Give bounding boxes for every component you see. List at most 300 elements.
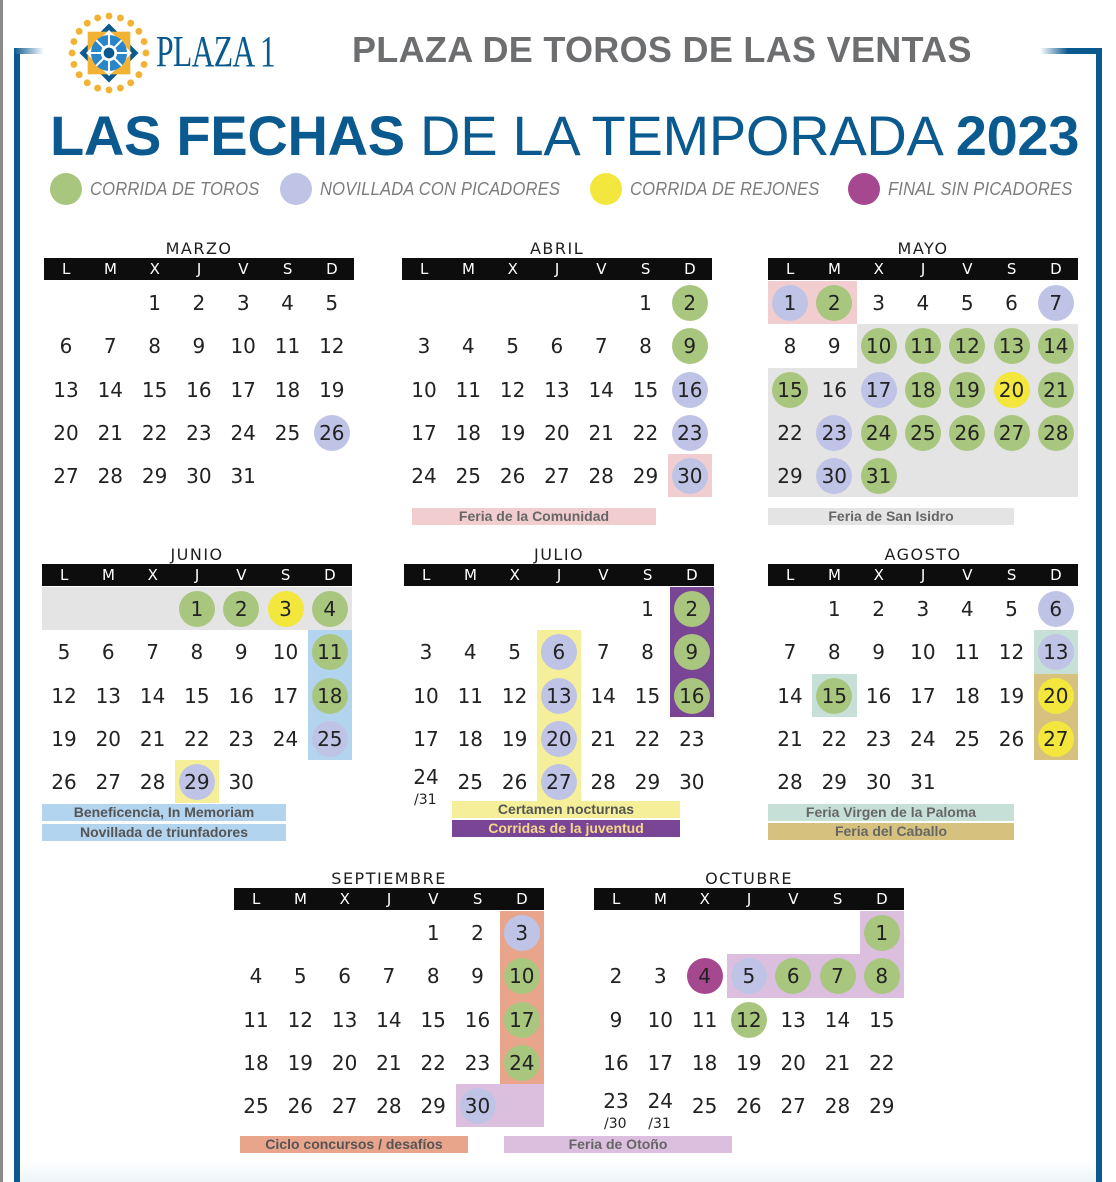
day-cell[interactable]: [402, 368, 446, 412]
day-cell[interactable]: [901, 587, 945, 631]
day-cell[interactable]: [990, 324, 1034, 368]
day-cell[interactable]: [175, 760, 219, 804]
day-cell[interactable]: [535, 454, 579, 498]
legend-label: CORRIDA DE REJONES: [630, 178, 820, 199]
day-cell[interactable]: [219, 717, 263, 761]
day-cell[interactable]: [990, 674, 1034, 718]
day-cell[interactable]: [88, 454, 132, 498]
day-cell[interactable]: [131, 760, 175, 804]
day-cell[interactable]: [945, 674, 989, 718]
day-cell[interactable]: [323, 1041, 367, 1085]
day-cell[interactable]: [88, 368, 132, 412]
day-cell[interactable]: [86, 630, 130, 674]
day-cell[interactable]: [727, 954, 771, 998]
day-cell[interactable]: [44, 454, 88, 498]
day-number: 23: [821, 420, 848, 445]
day-cell[interactable]: [594, 1041, 638, 1085]
weekday-header: [42, 564, 352, 586]
day-cell[interactable]: [579, 454, 623, 498]
day-cell[interactable]: [86, 674, 130, 718]
day-cell[interactable]: [446, 324, 490, 368]
day-cell[interactable]: [491, 411, 535, 455]
day-cell[interactable]: [1034, 281, 1078, 325]
day-number: 10: [509, 964, 535, 989]
day-cell[interactable]: [670, 587, 714, 631]
day-cell[interactable]: [323, 998, 367, 1042]
day-cell[interactable]: [626, 760, 670, 804]
day-cell[interactable]: [219, 630, 263, 674]
day-cell[interactable]: [768, 760, 812, 804]
day-cell[interactable]: [771, 1084, 815, 1128]
day-number: 12: [998, 640, 1025, 665]
day-cell[interactable]: [812, 281, 856, 325]
day-cell[interactable]: [857, 630, 901, 674]
day-cell[interactable]: [624, 454, 668, 498]
day-cell[interactable]: [668, 454, 712, 498]
day-cell[interactable]: [177, 324, 221, 368]
day-cell[interactable]: [683, 1084, 727, 1128]
day-cell[interactable]: [668, 368, 712, 412]
day-cell[interactable]: [668, 281, 712, 325]
day-number: 11: [455, 377, 482, 402]
day-cell[interactable]: [857, 281, 901, 325]
day-cell[interactable]: [493, 760, 537, 804]
day-cell[interactable]: [768, 281, 812, 325]
day-cell[interactable]: [44, 368, 88, 412]
day-cell[interactable]: [44, 324, 88, 368]
day-cell[interactable]: [1034, 411, 1078, 455]
day-cell[interactable]: [86, 760, 130, 804]
day-cell[interactable]: [402, 411, 446, 455]
day-number: 15: [632, 377, 659, 402]
day-cell[interactable]: [266, 281, 310, 325]
day-cell[interactable]: [668, 411, 712, 455]
day-number: 27: [95, 770, 122, 795]
day-cell[interactable]: [768, 324, 812, 368]
day-cell[interactable]: [683, 954, 727, 998]
day-cell[interactable]: [131, 674, 175, 718]
day-cell[interactable]: [768, 717, 812, 761]
day-number: 20: [998, 377, 1025, 402]
plaza1-logo-icon: [68, 12, 150, 94]
day-cell[interactable]: [670, 760, 714, 804]
day-cell[interactable]: [860, 911, 904, 955]
day-cell[interactable]: [901, 411, 945, 455]
day-cell[interactable]: [308, 587, 352, 631]
day-cell[interactable]: [812, 760, 856, 804]
day-cell[interactable]: [727, 1084, 771, 1128]
day-cell[interactable]: [581, 760, 625, 804]
day-cell[interactable]: [901, 324, 945, 368]
day-number: 16: [186, 377, 212, 402]
day-cell[interactable]: [768, 411, 812, 455]
day-cell[interactable]: [857, 324, 901, 368]
day-cell[interactable]: [860, 998, 904, 1042]
day-cell[interactable]: [638, 998, 682, 1042]
day-cell[interactable]: [812, 630, 856, 674]
day-cell[interactable]: [727, 1041, 771, 1085]
day-cell[interactable]: [323, 954, 367, 998]
day-cell[interactable]: [668, 324, 712, 368]
day-cell[interactable]: [446, 454, 490, 498]
day-number: 5: [1005, 597, 1018, 621]
day-number: 17: [411, 420, 437, 445]
day-number: 10: [411, 377, 437, 402]
day-number: 20: [780, 1050, 806, 1075]
day-cell[interactable]: [133, 411, 177, 455]
day-cell[interactable]: [683, 998, 727, 1042]
day-cell[interactable]: [816, 1041, 860, 1085]
day-cell[interactable]: [133, 454, 177, 498]
day-cell[interactable]: [594, 1084, 638, 1133]
weekday-label: L: [251, 890, 261, 908]
day-cell[interactable]: [456, 1084, 500, 1128]
day-cell[interactable]: [177, 454, 221, 498]
day-cell[interactable]: [411, 1084, 455, 1128]
month-name: ABRIL: [529, 239, 585, 258]
day-cell[interactable]: [537, 717, 581, 761]
day-cell[interactable]: [816, 954, 860, 998]
feria-banner: Ciclo concursos / desafíos: [240, 1136, 468, 1153]
day-cell[interactable]: [221, 324, 265, 368]
day-cell[interactable]: [901, 760, 945, 804]
day-cell[interactable]: [771, 1041, 815, 1085]
day-cell[interactable]: [945, 587, 989, 631]
day-cell[interactable]: [448, 760, 492, 804]
day-cell[interactable]: [456, 954, 500, 998]
day-cell[interactable]: [493, 717, 537, 761]
day-cell[interactable]: [857, 717, 901, 761]
day-cell[interactable]: [175, 630, 219, 674]
day-cell[interactable]: [131, 630, 175, 674]
day-cell[interactable]: [768, 368, 812, 412]
day-cell[interactable]: [411, 1041, 455, 1085]
day-cell[interactable]: [581, 674, 625, 718]
day-cell[interactable]: [812, 454, 856, 498]
day-cell[interactable]: [219, 587, 263, 631]
day-cell[interactable]: [626, 717, 670, 761]
day-cell[interactable]: [901, 717, 945, 761]
day-cell[interactable]: [860, 1041, 904, 1085]
day-cell[interactable]: [500, 1041, 544, 1085]
day-cell[interactable]: [448, 717, 492, 761]
day-cell[interactable]: [860, 1084, 904, 1128]
day-cell[interactable]: [323, 1084, 367, 1128]
day-cell[interactable]: [624, 281, 668, 325]
day-cell[interactable]: [579, 324, 623, 368]
day-cell[interactable]: [901, 281, 945, 325]
frame-left-tick: [14, 48, 44, 54]
day-cell[interactable]: [816, 998, 860, 1042]
day-cell[interactable]: [175, 587, 219, 631]
day-cell[interactable]: [411, 998, 455, 1042]
day-cell[interactable]: [624, 324, 668, 368]
day-number: 4: [281, 291, 294, 315]
day-number: 6: [59, 334, 73, 359]
day-cell[interactable]: [221, 368, 265, 412]
purple-dot-icon: [848, 173, 880, 205]
day-cell[interactable]: [638, 1041, 682, 1085]
day-cell[interactable]: [500, 954, 544, 998]
day-cell[interactable]: [177, 281, 221, 325]
day-number: 27: [998, 420, 1025, 445]
day-cell[interactable]: [278, 1084, 322, 1128]
day-cell[interactable]: [1034, 717, 1078, 761]
day-cell[interactable]: [411, 954, 455, 998]
day-cell[interactable]: [857, 454, 901, 498]
day-cell[interactable]: [308, 674, 352, 718]
day-number: 29: [420, 1094, 446, 1119]
day-cell[interactable]: [221, 411, 265, 455]
day-number: 18: [691, 1050, 718, 1075]
day-cell[interactable]: [537, 630, 581, 674]
day-cell[interactable]: [88, 411, 132, 455]
day-cell[interactable]: [367, 998, 411, 1042]
day-cell[interactable]: [901, 674, 945, 718]
day-cell[interactable]: [402, 454, 446, 498]
day-cell[interactable]: [626, 630, 670, 674]
day-number: 17: [230, 377, 256, 402]
day-number: 22: [420, 1050, 446, 1075]
day-cell[interactable]: [500, 998, 544, 1042]
day-number: 10: [272, 640, 299, 665]
day-cell[interactable]: [945, 368, 989, 412]
day-cell[interactable]: [266, 324, 310, 368]
day-cell[interactable]: [310, 281, 354, 325]
day-cell[interactable]: [945, 281, 989, 325]
day-number: 1: [639, 291, 652, 315]
day-cell[interactable]: [857, 411, 901, 455]
day-cell[interactable]: [670, 717, 714, 761]
day-cell[interactable]: [990, 368, 1034, 412]
day-cell[interactable]: [901, 368, 945, 412]
day-cell[interactable]: [266, 411, 310, 455]
day-cell[interactable]: [448, 674, 492, 718]
day-number: 20: [544, 420, 570, 445]
day-cell[interactable]: [990, 281, 1034, 325]
day-cell[interactable]: [945, 717, 989, 761]
day-cell[interactable]: [367, 1041, 411, 1085]
day-cell[interactable]: [88, 324, 132, 368]
day-cell[interactable]: [133, 281, 177, 325]
day-cell[interactable]: [860, 954, 904, 998]
day-cell[interactable]: [812, 674, 856, 718]
day-cell[interactable]: [86, 717, 130, 761]
day-cell[interactable]: [638, 954, 682, 998]
day-cell[interactable]: [812, 411, 856, 455]
feria-banner: Beneficencia, In Memoriam: [42, 804, 286, 821]
weekday-label: V: [962, 566, 973, 584]
day-cell[interactable]: [626, 674, 670, 718]
feria-banner: Feria de San Isidro: [768, 508, 1014, 525]
day-cell[interactable]: [670, 630, 714, 674]
day-number: 12: [736, 1007, 762, 1032]
day-cell[interactable]: [535, 411, 579, 455]
day-cell[interactable]: [264, 630, 308, 674]
day-cell[interactable]: [448, 630, 492, 674]
day-cell[interactable]: [404, 760, 448, 809]
day-number: 13: [546, 683, 572, 708]
day-cell[interactable]: [857, 674, 901, 718]
day-cell[interactable]: [491, 368, 535, 412]
day-cell[interactable]: [404, 630, 448, 674]
day-cell[interactable]: [1034, 674, 1078, 718]
day-cell[interactable]: [493, 630, 537, 674]
day-cell[interactable]: [493, 674, 537, 718]
day-cell[interactable]: [234, 954, 278, 998]
day-number: 31: [910, 770, 936, 795]
day-cell[interactable]: [221, 454, 265, 498]
day-cell[interactable]: [310, 324, 354, 368]
day-cell[interactable]: [234, 1084, 278, 1128]
day-cell[interactable]: [42, 717, 86, 761]
day-cell[interactable]: [537, 674, 581, 718]
day-cell[interactable]: [310, 368, 354, 412]
day-cell[interactable]: [411, 911, 455, 955]
day-number: 16: [677, 377, 703, 402]
month-name: JULIO: [533, 545, 585, 564]
day-cell[interactable]: [219, 760, 263, 804]
day-cell[interactable]: [990, 717, 1034, 761]
day-cell[interactable]: [234, 1041, 278, 1085]
weekday-label: J: [920, 260, 926, 278]
day-cell[interactable]: [945, 630, 989, 674]
day-cell[interactable]: [638, 1084, 682, 1133]
day-cell[interactable]: [456, 911, 500, 955]
day-cell[interactable]: [581, 717, 625, 761]
day-cell[interactable]: [308, 717, 352, 761]
day-number: 11: [243, 1007, 269, 1032]
day-cell[interactable]: [945, 324, 989, 368]
day-cell[interactable]: [404, 717, 448, 761]
day-number: 19: [287, 1050, 314, 1075]
day-cell[interactable]: [857, 760, 901, 804]
day-cell[interactable]: [1034, 324, 1078, 368]
day-cell[interactable]: [402, 324, 446, 368]
day-cell[interactable]: [683, 1041, 727, 1085]
day-cell[interactable]: [500, 911, 544, 955]
day-cell[interactable]: [234, 998, 278, 1042]
day-cell[interactable]: [491, 324, 535, 368]
day-cell[interactable]: [491, 454, 535, 498]
day-cell[interactable]: [175, 717, 219, 761]
day-cell[interactable]: [446, 411, 490, 455]
day-cell[interactable]: [44, 411, 88, 455]
day-cell[interactable]: [535, 324, 579, 368]
title-year: 2023: [955, 104, 1080, 167]
day-cell[interactable]: [278, 954, 322, 998]
day-cell[interactable]: [278, 1041, 322, 1085]
day-number: 22: [632, 420, 659, 445]
day-cell[interactable]: [768, 454, 812, 498]
day-cell[interactable]: [264, 587, 308, 631]
day-cell[interactable]: [131, 717, 175, 761]
day-cell[interactable]: [446, 368, 490, 412]
day-cell[interactable]: [768, 630, 812, 674]
day-cell[interactable]: [581, 630, 625, 674]
day-number: 4: [463, 640, 477, 665]
weekday-label: X: [147, 566, 158, 584]
day-number: 17: [865, 377, 892, 402]
day-cell[interactable]: [1034, 587, 1078, 631]
day-cell[interactable]: [278, 998, 322, 1042]
day-cell[interactable]: [594, 954, 638, 998]
day-cell[interactable]: [537, 760, 581, 804]
day-cell[interactable]: [42, 760, 86, 804]
day-cell[interactable]: [990, 411, 1034, 455]
day-cell[interactable]: [367, 1084, 411, 1128]
day-cell[interactable]: [310, 411, 354, 455]
day-cell[interactable]: [812, 717, 856, 761]
day-cell[interactable]: [990, 630, 1034, 674]
day-cell[interactable]: [42, 630, 86, 674]
day-cell[interactable]: [771, 954, 815, 998]
day-cell[interactable]: [727, 998, 771, 1042]
weekday-label: D: [326, 260, 338, 278]
day-cell[interactable]: [175, 674, 219, 718]
day-cell[interactable]: [404, 674, 448, 718]
day-cell[interactable]: [579, 368, 623, 412]
day-cell[interactable]: [264, 674, 308, 718]
day-cell[interactable]: [768, 674, 812, 718]
day-cell[interactable]: [771, 998, 815, 1042]
day-cell[interactable]: [1034, 630, 1078, 674]
day-cell[interactable]: [945, 411, 989, 455]
day-number: 24: [865, 420, 892, 445]
day-number: 16: [865, 683, 892, 708]
day-number: 24: [910, 726, 936, 751]
day-cell[interactable]: [670, 674, 714, 718]
day-number: 3: [515, 921, 529, 945]
day-cell[interactable]: [857, 587, 901, 631]
day-cell[interactable]: [221, 281, 265, 325]
day-cell[interactable]: [266, 368, 310, 412]
day-cell[interactable]: [177, 368, 221, 412]
day-cell[interactable]: [857, 368, 901, 412]
day-cell[interactable]: [535, 368, 579, 412]
day-cell[interactable]: [990, 587, 1034, 631]
day-cell[interactable]: [456, 998, 500, 1042]
day-number: 5: [506, 334, 519, 359]
day-number: 3: [279, 597, 292, 621]
day-cell[interactable]: [812, 368, 856, 412]
day-cell[interactable]: [812, 324, 856, 368]
day-cell[interactable]: [177, 411, 221, 455]
day-cell[interactable]: [308, 630, 352, 674]
day-cell[interactable]: [367, 954, 411, 998]
day-cell[interactable]: [42, 674, 86, 718]
weekday-header: [402, 258, 712, 280]
day-cell[interactable]: [812, 587, 856, 631]
day-cell[interactable]: [624, 368, 668, 412]
day-cell[interactable]: [1034, 368, 1078, 412]
day-number: 24: [413, 765, 439, 790]
day-cell[interactable]: [901, 630, 945, 674]
day-cell[interactable]: [456, 1041, 500, 1085]
day-cell[interactable]: [133, 324, 177, 368]
day-cell[interactable]: [133, 368, 177, 412]
day-number: 15: [821, 683, 848, 708]
day-cell[interactable]: [219, 674, 263, 718]
day-number: 2: [683, 291, 697, 315]
day-cell[interactable]: [626, 587, 670, 631]
day-number: 21: [590, 726, 616, 751]
day-cell[interactable]: [579, 411, 623, 455]
day-cell[interactable]: [816, 1084, 860, 1128]
day-cell[interactable]: [624, 411, 668, 455]
day-cell[interactable]: [264, 717, 308, 761]
day-cell[interactable]: [594, 998, 638, 1042]
